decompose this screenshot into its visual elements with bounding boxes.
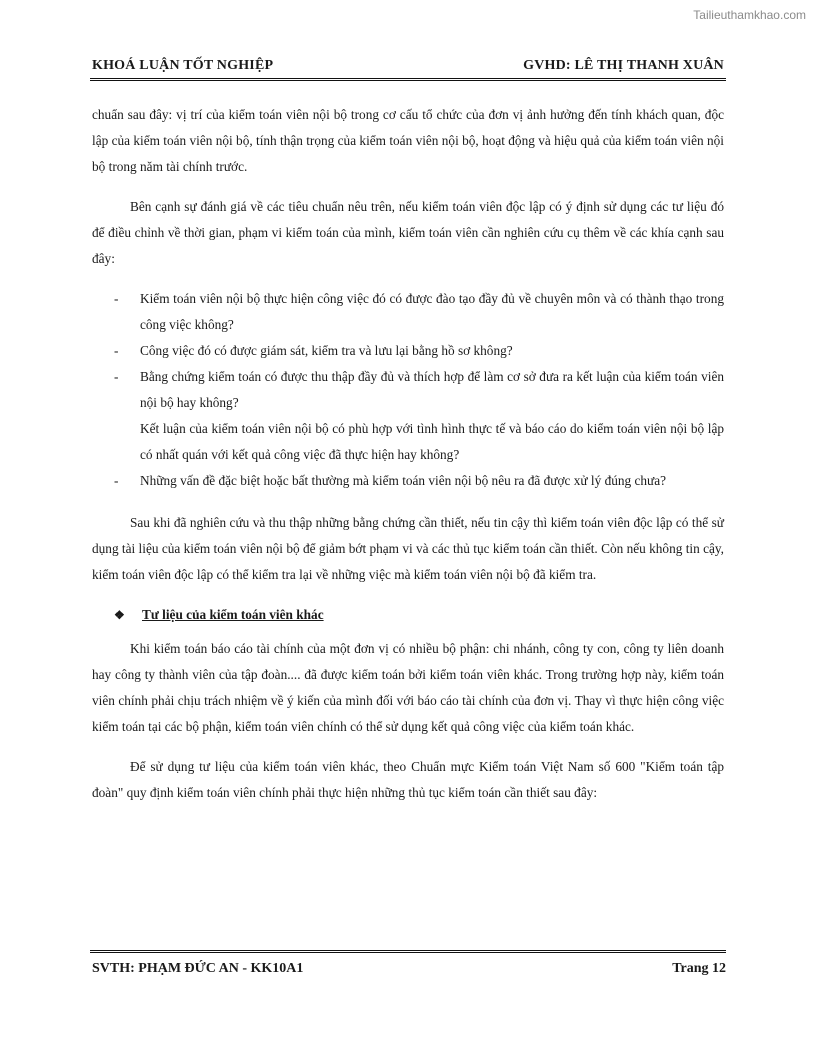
list-item xyxy=(92,338,724,364)
diamond-bullet-icon: ❖ xyxy=(114,608,125,622)
list-item xyxy=(92,286,724,338)
page-number: Trang 12 xyxy=(672,961,726,976)
header-thesis-title: KHOÁ LUẬN TỐT NGHIỆP xyxy=(92,58,274,73)
paragraph-3: Sau khi đã nghiên cứu và thu thập những bằng chứng cần thiết, nếu tin cậy thì kiểm toán viên độc lập có thể sử dụng tài liệu của kiểm toán viên nội bộ để giảm bớt phạm vi và các thủ tục kiểm toán cần thiết. Còn nếu không tin cậy, kiểm toán viên độc lập có thể kiểm tra lại về những việc mà kiểm toán viên nội bộ đã kiểm tra. xyxy=(92,515,724,582)
list-item xyxy=(92,416,724,468)
section-heading xyxy=(92,602,724,628)
dash-mark: - xyxy=(114,343,119,358)
dash-mark: - xyxy=(114,473,119,488)
paragraph-1: chuẩn sau đây: vị trí của kiểm toán viên nội bộ trong cơ cấu tổ chức của đơn vị ảnh hưởng đến tính khách quan, độc lập của kiểm toán viên nội bộ, tính thận trọng của kiểm toán viên nội bộ, hoạt động và hiệu quả của kiểm toán viên nội bộ trong năm tài chính trước. xyxy=(92,107,724,174)
footer-rule xyxy=(90,950,726,953)
list-item xyxy=(92,468,724,494)
list-item-text: Bằng chứng kiểm toán có được thu thập đầy đủ và thích hợp để làm cơ sở đưa ra kết luận của kiểm toán viên nội bộ hay không? xyxy=(140,369,724,410)
section-title: Tư liệu của kiểm toán viên khác xyxy=(142,607,324,622)
list-item-text: Kết luận của kiểm toán viên nội bộ có phù hợp với tình hình thực tế và báo cáo do kiểm toán viên nội bộ lập có nhất quán với kết quả công việc đã thực hiện hay không? xyxy=(140,421,724,462)
footer-student: SVTH: PHẠM ĐỨC AN - KK10A1 xyxy=(92,961,304,976)
watermark: Tailieuthamkhao.com xyxy=(693,8,806,22)
list-item xyxy=(92,364,724,416)
list-item-text: Công việc đó có được giám sát, kiểm tra và lưu lại bằng hồ sơ không? xyxy=(140,343,513,358)
page-footer xyxy=(92,961,726,977)
paragraph-5: Để sử dụng tư liệu của kiểm toán viên khác, theo Chuẩn mực Kiểm toán Việt Nam số 600 "Kiểm toán tập đoàn" quy định kiểm toán viên chính phải thực hiện những thủ tục kiểm toán cần thiết sau đây: xyxy=(92,759,724,800)
header-supervisor: GVHD: LÊ THỊ THANH XUÂN xyxy=(523,58,724,73)
dash-mark: - xyxy=(114,291,119,306)
list-item-text: Những vấn đề đặc biệt hoặc bất thường mà kiểm toán viên nội bộ nêu ra đã được xử lý đúng chưa? xyxy=(140,473,667,488)
page-body xyxy=(92,102,724,820)
list-item-text: Kiểm toán viên nội bộ thực hiện công việc đó có được đào tạo đầy đủ về chuyên môn và có thành thạo trong công việc không? xyxy=(140,291,724,332)
dash-mark: - xyxy=(114,369,119,384)
page-header xyxy=(92,58,724,74)
criteria-list xyxy=(92,286,724,494)
paragraph-2: Bên cạnh sự đánh giá về các tiêu chuẩn nêu trên, nếu kiểm toán viên độc lập có ý định sử dụng các tư liệu đó để điều chỉnh về thời gian, phạm vi kiểm toán của mình, kiểm toán viên cần nghiên cứu cụ thêm về các khía cạnh sau đây: xyxy=(92,199,724,266)
paragraph-4: Khi kiểm toán báo cáo tài chính của một đơn vị có nhiều bộ phận: chi nhánh, công ty con, công ty liên doanh hay công ty thành viên của tập đoàn.... đã được kiểm toán bởi kiểm toán viên khác. Trong trường hợp này, kiểm toán viên chính phải chịu trách nhiệm về ý kiến của mình đối với báo cáo tài chính của đơn vị. Thay vì thực hiện công việc kiểm toán tại các bộ phận, kiểm toán viên chính có thể sử dụng kết quả công việc của kiểm toán khác. xyxy=(92,641,724,734)
header-rule xyxy=(90,78,726,81)
